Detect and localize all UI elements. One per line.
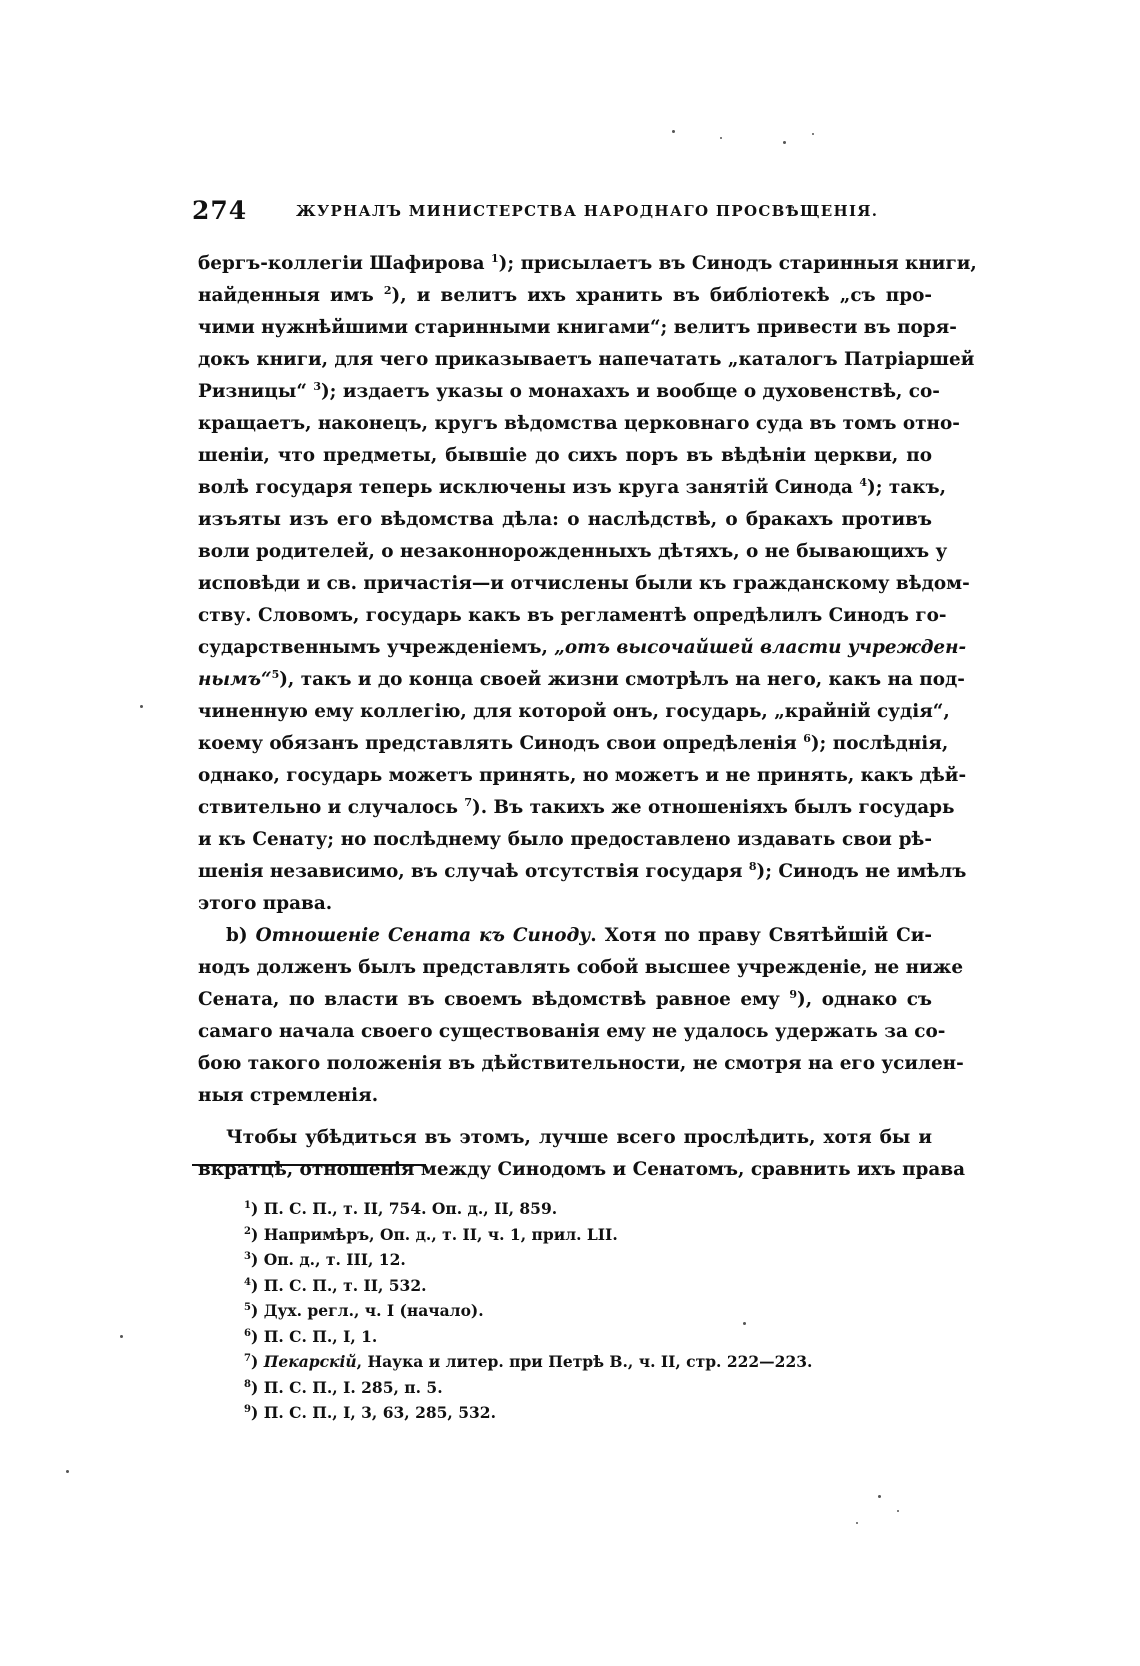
footnote: $^9$) П. С. П., I, 3, 63, 285, 532. — [244, 1403, 496, 1422]
page-number: 274 — [192, 196, 248, 225]
text-line: коему обязанъ представлять Синодъ свои опредѣленія $^6$); послѣднія, — [198, 732, 949, 754]
scan-speck — [720, 137, 722, 139]
text-line: докъ книги, для чего приказываетъ напечатать „каталогъ Патріаршей — [198, 349, 975, 370]
page-header — [192, 196, 932, 236]
text-line: бергъ-коллегіи Шафирова $^1$); присылаетъ въ Синодъ старинныя книги, — [198, 252, 977, 274]
footnote-ref: 4 — [859, 476, 868, 489]
footnote-ref: 1 — [491, 252, 499, 265]
footnote: $^8$) П. С. П., I. 285, п. 5. — [244, 1377, 443, 1397]
scan-speck — [66, 1470, 69, 1473]
body-text — [198, 248, 977, 1186]
text-line: сударственнымъ учрежденіемъ, „отъ высочайшей власти учрежден- — [198, 637, 967, 658]
scan-speck — [878, 1495, 881, 1498]
footnote: $^3$) Оп. д., т. III, 12. — [244, 1250, 406, 1269]
footnote-ref: 5 — [271, 668, 280, 681]
scan-speck — [812, 133, 814, 135]
text-line: этого права. — [198, 893, 333, 914]
text-line: и къ Сенату; но послѣднему было предоставлено издавать свои рѣ- — [198, 829, 932, 850]
scan-speck — [743, 1322, 746, 1325]
footnote: $^1$) П. С. П., т. II, 754. Оп. д., II, 859. — [244, 1199, 558, 1218]
footnote: $^4$) П. С. П., т. II, 532. — [244, 1275, 427, 1295]
footnote-ref: 6 — [803, 732, 811, 745]
text-line: волѣ государя теперь исключены изъ круга занятій Синода $^4$); такъ, — [198, 476, 947, 498]
footnote: $^7$) Пекарскій, Наука и литер. при Петрѣ В., ч. II, стр. 222—223. — [244, 1352, 813, 1371]
text-line: нодъ долженъ былъ представлять собой высшее учрежденіе, не ниже — [198, 957, 964, 978]
scan-speck — [783, 141, 786, 144]
text-line: шеніи, что предметы, бывшіе до сихъ поръ въ вѣдѣніи церкви, по — [198, 445, 932, 466]
text-line: чиненную ему коллегію, для которой онъ, государь, „крайній судія“, — [198, 701, 950, 722]
text-line: найденныя имъ $^2$), и велитъ ихъ хранить въ библіотекѣ „съ про- — [198, 284, 932, 306]
text-line: Чтобы убѣдиться въ этомъ, лучше всего прослѣдить, хотя бы и — [226, 1127, 932, 1148]
text-line: Сената, по власти въ своемъ вѣдомствѣ равное ему $^9$), однако съ — [198, 988, 933, 1010]
footnote: $^2$) Напримѣръ, Оп. д., т. II, ч. 1, прил. LII. — [244, 1224, 618, 1244]
text-line: b) Отношеніе Сената къ Синоду. Хотя по праву Святѣйшій Си- — [226, 925, 932, 946]
text-line: однако, государь можетъ принять, но можетъ и не принять, какъ дѣй- — [198, 765, 967, 786]
text-line: шенія независимо, въ случаѣ отсутствія государя $^8$); Синодъ не имѣлъ — [198, 860, 967, 882]
text-line: ныя стремленія. — [198, 1085, 379, 1106]
footnote-ref: 3 — [313, 380, 321, 393]
scan-speck — [140, 705, 143, 708]
scan-speck — [120, 1335, 123, 1338]
footnote-ref: 2 — [383, 284, 392, 297]
footnote: $^5$) Дух. регл., ч. I (начало). — [244, 1301, 484, 1320]
text-line: исповѣди и св. причастія—и отчислены были къ гражданскому вѣдом- — [198, 573, 970, 594]
text-line: изъяты изъ его вѣдомства дѣла: о наслѣдствѣ, о бракахъ противъ — [198, 509, 932, 530]
text-line: чими нужнѣйшими старинными книгами“; велитъ привести въ поря- — [198, 317, 957, 338]
scan-speck — [856, 1522, 858, 1524]
text-line: бою такого положенія въ дѣйствительности, не смотря на его усилен- — [198, 1053, 964, 1074]
scan-speck — [672, 130, 675, 133]
footnote-ref: 8 — [748, 860, 757, 873]
footnotes — [244, 1196, 944, 1426]
scan-speck — [897, 1510, 899, 1512]
text-line: кращаетъ, наконецъ, кругъ вѣдомства церковнаго суда въ томъ отно- — [198, 413, 960, 434]
footnote-divider — [192, 1164, 426, 1166]
text-line: Ризницы“ $^3$); издаетъ указы о монахахъ и вообще о духовенствѣ, со- — [198, 380, 940, 402]
text-line: вкратцѣ, отношенія между Синодомъ и Сенатомъ, сравнить ихъ права — [198, 1159, 966, 1180]
running-title: ЖУРНАЛЪ МИНИСТЕРСТВА НАРОДНАГО ПРОСВѢЩЕНІЯ. — [296, 202, 879, 220]
text-line: воли родителей, о незаконнорожденныхъ дѣтяхъ, о не бывающихъ у — [198, 541, 948, 562]
text-line: ствительно и случалось $^7$). Въ такихъ же отношеніяхъ былъ государь — [198, 796, 955, 818]
text-line: ству. Словомъ, государь какъ въ регламентѣ опредѣлилъ Синодъ го- — [198, 605, 947, 626]
footnote-ref: 9 — [789, 988, 798, 1001]
text-line: самаго начала своего существованія ему не удалось удержать за со- — [198, 1021, 946, 1042]
text-line: нымъ“$^5$), такъ и до конца своей жизни смотрѣлъ на него, какъ на под- — [198, 668, 965, 690]
footnote-ref: 7 — [464, 796, 473, 809]
footnote: $^6$) П. С. П., I, 1. — [244, 1326, 378, 1346]
